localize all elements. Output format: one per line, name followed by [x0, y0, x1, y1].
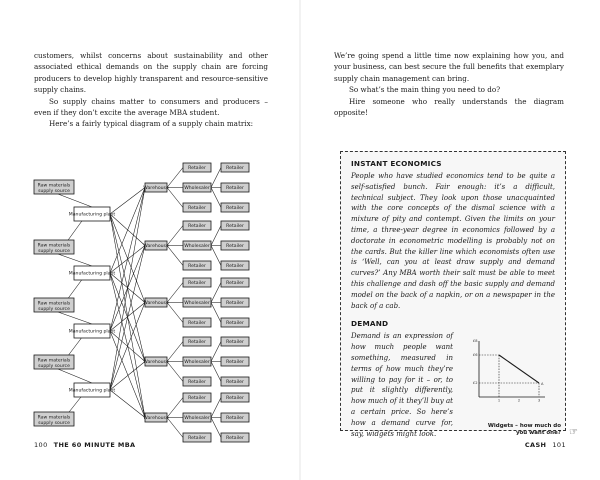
demand-curve-chart — [461, 335, 561, 421]
wholesaler-node — [183, 298, 211, 307]
svg-text:Wholesaler: Wholesaler — [184, 244, 210, 250]
connector-line — [110, 390, 145, 418]
demand-heading: DEMAND — [351, 319, 389, 329]
right-page-number: 101 — [552, 441, 566, 449]
svg-text:Retailer: Retailer — [188, 206, 206, 212]
svg-text:supply source: supply source — [38, 364, 70, 369]
svg-text:Warehouse: Warehouse — [143, 301, 169, 307]
manufacturing-plant-node — [69, 383, 116, 397]
svg-text:Raw materials: Raw materials — [37, 243, 71, 249]
raw-materials-node — [34, 412, 74, 426]
right-folio — [525, 441, 566, 449]
svg-text:Retailer: Retailer — [226, 301, 244, 307]
connector-line — [211, 342, 221, 362]
svg-text:Wholesaler: Wholesaler — [184, 360, 210, 366]
retailer-node — [221, 203, 249, 212]
connector-line — [167, 398, 183, 418]
svg-text:supply source: supply source — [38, 189, 70, 194]
wholesaler-node — [183, 357, 211, 366]
retailer-node — [183, 393, 211, 402]
retailer-node — [221, 393, 249, 402]
connector-line — [167, 168, 183, 188]
svg-text:Retailer: Retailer — [226, 436, 244, 442]
pointing-hand-icon: ☞ — [569, 427, 578, 438]
retailer-node — [183, 278, 211, 287]
svg-text:Retailer: Retailer — [188, 264, 206, 270]
x-tick-label: 1 — [497, 398, 501, 403]
svg-text:Wholesaler: Wholesaler — [184, 301, 210, 307]
retailer-node — [221, 318, 249, 327]
connector-line — [211, 226, 221, 246]
svg-text:supply source: supply source — [38, 249, 70, 254]
y-tick-label: £8 — [472, 339, 478, 344]
svg-text:Retailer: Retailer — [226, 360, 244, 366]
connector-line — [167, 342, 183, 362]
left-paragraph-3: Here’s a fairly typical diagram of a supply chain matrix: — [49, 119, 254, 129]
manufacturing-plant-node — [69, 207, 116, 221]
svg-text:supply source: supply source — [38, 307, 70, 312]
svg-text:Warehouse: Warehouse — [143, 244, 169, 250]
left-folio — [34, 441, 136, 449]
retailer-node — [183, 433, 211, 442]
connector-line — [211, 188, 221, 208]
svg-text:Raw materials: Raw materials — [37, 301, 71, 307]
svg-text:Manufacturing plant: Manufacturing plant — [68, 212, 116, 218]
left-paragraph-2: So supply chains matter to consumers and producers – even if they don’t excite the average MBA student. — [34, 96, 268, 118]
connector-line — [110, 331, 145, 418]
point-label: A — [541, 382, 544, 387]
raw-materials-node — [34, 180, 74, 194]
retailer-node — [183, 221, 211, 230]
warehouse-node — [143, 357, 169, 366]
instant-economics-box — [340, 151, 566, 438]
x-tick-label: 2 — [517, 398, 521, 403]
svg-text:supply source: supply source — [38, 421, 70, 426]
svg-text:Retailer: Retailer — [226, 281, 244, 287]
retailer-node — [221, 357, 249, 366]
warehouse-node — [143, 298, 169, 307]
retailer-node — [221, 433, 249, 442]
wholesaler-node — [183, 241, 211, 250]
svg-text:Wholesaler: Wholesaler — [184, 186, 210, 192]
connector-line — [167, 246, 183, 266]
demand-curve-line — [499, 355, 539, 383]
svg-text:Retailer: Retailer — [226, 206, 244, 212]
connector-line — [167, 303, 183, 323]
svg-text:Retailer: Retailer — [226, 166, 244, 172]
right-body-text — [334, 50, 564, 118]
svg-text:Retailer: Retailer — [188, 166, 206, 172]
connector-line — [167, 226, 183, 246]
connector-line — [211, 283, 221, 303]
svg-text:Retailer: Retailer — [226, 380, 244, 386]
svg-text:Retailer: Retailer — [188, 321, 206, 327]
svg-text:Retailer: Retailer — [188, 436, 206, 442]
retailer-node — [221, 241, 249, 250]
connector-line — [211, 303, 221, 323]
raw-materials-node — [34, 240, 74, 254]
connector-line — [211, 362, 221, 382]
connector-line — [58, 369, 92, 383]
connector-line — [58, 312, 92, 324]
svg-text:Manufacturing plant: Manufacturing plant — [68, 388, 116, 394]
right-page — [300, 0, 600, 480]
retailer-node — [221, 413, 249, 422]
warehouse-node — [143, 413, 169, 422]
svg-text:Retailer: Retailer — [188, 380, 206, 386]
demand-text: Demand is an expression of how much people want something, measured in terms of how much they’re willing to pay for it – or, to put it slightly differently, how much of it they’ll buy at a certain price. So here’s how a demand curve for, say, widgets might look. — [351, 332, 453, 438]
retailer-node — [183, 337, 211, 346]
chart-caption: Widgets – how much do you want one? — [487, 423, 561, 437]
svg-text:Retailer: Retailer — [226, 264, 244, 270]
svg-text:Raw materials: Raw materials — [37, 358, 71, 364]
box-heading: INSTANT ECONOMICS — [351, 159, 442, 168]
wholesaler-node — [183, 413, 211, 422]
manufacturing-plant-node — [69, 324, 116, 338]
connector-line — [211, 418, 221, 438]
retailer-node — [221, 377, 249, 386]
connector-line — [167, 362, 183, 382]
svg-text:Retailer: Retailer — [188, 396, 206, 402]
retailer-node — [183, 203, 211, 212]
retailer-node — [221, 163, 249, 172]
svg-text:Retailer: Retailer — [188, 281, 206, 287]
svg-text:Retailer: Retailer — [226, 396, 244, 402]
svg-text:Raw materials: Raw materials — [37, 183, 71, 189]
demand-section — [351, 319, 561, 439]
svg-text:Retailer: Retailer — [226, 321, 244, 327]
y-tick-label: £2 — [472, 381, 478, 386]
connector-line — [167, 283, 183, 303]
svg-text:Manufacturing plant: Manufacturing plant — [68, 271, 116, 277]
retailer-node — [183, 261, 211, 270]
connector-line — [167, 418, 183, 438]
svg-text:Retailer: Retailer — [188, 340, 206, 346]
warehouse-node — [143, 183, 169, 192]
raw-materials-node — [34, 355, 74, 369]
connector-line — [211, 246, 221, 266]
box-text: People who have studied economics tend to be quite a self-satisfied bunch. Fair enough: it’s a difficult, technical subject. They look upon those unacquainted with the core concepts of the dismal science with a mixture of pity and contempt. Given the limits on your time, a three-year degree in economics followed by a doctorate in econometric modelling is probably not on the cards. But the killer line which economists often use is ‘Well, can you at least draw supply and demand curves?’ Any MBA worth their salt must be able to meet this challenge and dash off the basic supply and demand model on the back of a napkin, or on a newspaper in the back of a cab. — [351, 172, 555, 310]
retailer-node — [183, 163, 211, 172]
retailer-node — [183, 377, 211, 386]
retailer-node — [221, 298, 249, 307]
connector-line — [167, 188, 183, 208]
svg-text:Warehouse: Warehouse — [143, 360, 169, 366]
x-tick-label: 3 — [537, 398, 541, 403]
svg-text:Retailer: Retailer — [226, 186, 244, 192]
svg-text:Retailer: Retailer — [188, 224, 206, 230]
raw-materials-node — [34, 298, 74, 312]
wholesaler-node — [183, 183, 211, 192]
svg-text:Retailer: Retailer — [226, 224, 244, 230]
connector-line — [211, 168, 221, 188]
svg-text:Retailer: Retailer — [226, 244, 244, 250]
svg-text:Warehouse: Warehouse — [143, 186, 169, 192]
svg-text:Retailer: Retailer — [226, 416, 244, 422]
right-running-title: CASH — [524, 441, 547, 449]
right-paragraph-1: We’re going spend a little time now explaining how you, and your business, can best secure the full benefits that exemplary supply chain management can bring. — [334, 51, 564, 83]
connector-line — [110, 188, 145, 332]
retailer-node — [221, 261, 249, 270]
manufacturing-plant-node — [69, 266, 116, 280]
retailer-node — [221, 221, 249, 230]
connector-line — [58, 194, 92, 207]
left-paragraph-1: customers, whilst concerns about sustainability and other associated ethical demands on the supply chain are forcing producers to develop highly transparent and resource-sensitive supply chains. — [34, 51, 268, 95]
svg-text:Raw materials: Raw materials — [37, 415, 71, 421]
retailer-node — [221, 278, 249, 287]
connector-line — [110, 273, 145, 418]
retailer-node — [221, 337, 249, 346]
warehouse-node — [143, 241, 169, 250]
svg-text:Wholesaler: Wholesaler — [184, 416, 210, 422]
retailer-node — [221, 183, 249, 192]
right-paragraph-2: So what’s the main thing you need to do? — [349, 85, 501, 95]
svg-text:Warehouse: Warehouse — [143, 416, 169, 422]
y-tick-label: £6 — [472, 353, 478, 358]
connector-line — [211, 398, 221, 418]
svg-text:Manufacturing plant: Manufacturing plant — [68, 329, 116, 335]
svg-text:Retailer: Retailer — [226, 340, 244, 346]
connector-line — [58, 254, 92, 266]
right-paragraph-3: Hire someone who really understands the diagram opposite! — [334, 96, 564, 118]
left-running-title: THE 60 MINUTE MBA — [53, 441, 136, 449]
left-page-number: 100 — [34, 441, 48, 449]
retailer-node — [183, 318, 211, 327]
